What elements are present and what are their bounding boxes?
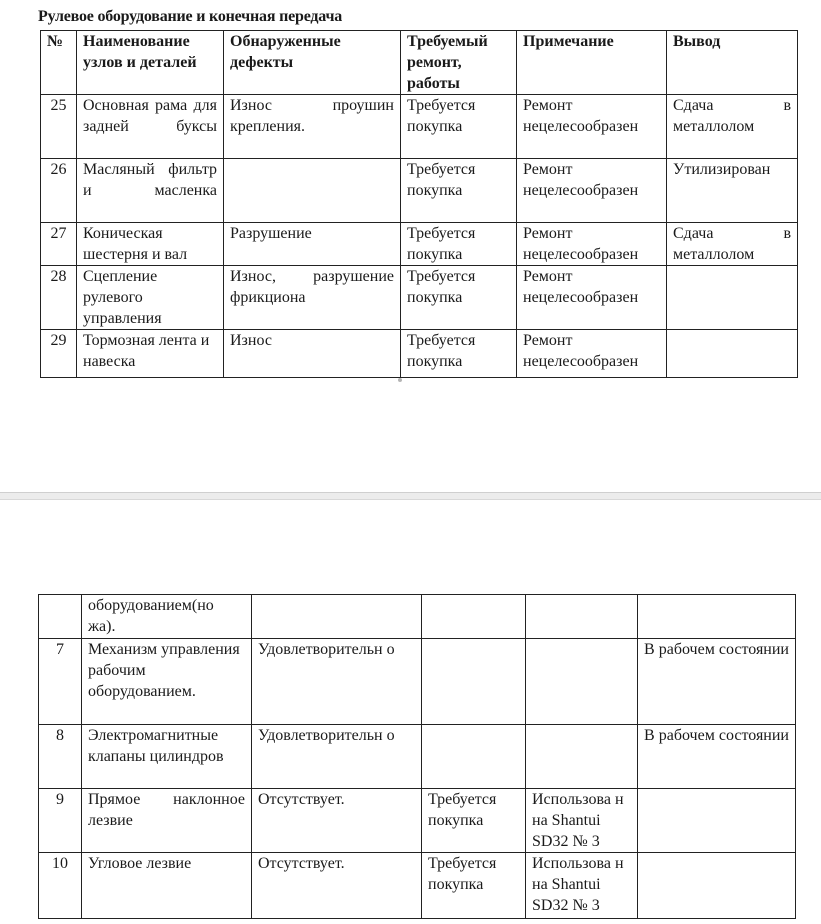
table-row — [39, 595, 796, 639]
table-row — [39, 639, 796, 725]
scan-dot — [398, 378, 402, 382]
cell-defects: Удовлетворительн о — [252, 639, 422, 725]
table-row — [39, 789, 796, 853]
cell-num: 27 — [41, 223, 77, 266]
cell-note: Ремонт нецелесообразен — [517, 266, 667, 330]
cell-note — [526, 595, 638, 639]
cell-name: Механизм управления рабочим оборудованием. — [82, 639, 252, 725]
cell-num: 8 — [39, 725, 82, 789]
cell-note — [526, 725, 638, 789]
cell-repair: Требуется покупка — [401, 159, 517, 223]
cell-defects: Отсутствует. — [252, 853, 422, 919]
table-row — [41, 159, 798, 223]
cell-result: Сдача в металлолом — [667, 95, 798, 159]
table-row — [39, 725, 796, 789]
cell-note: Использова н на Shantui SD32 № 3 — [526, 789, 638, 853]
cell-result — [667, 266, 798, 330]
cell-name: Сцепление рулевого управления — [77, 266, 224, 330]
cell-defects: Износ — [224, 330, 401, 378]
cell-repair — [422, 639, 526, 725]
header-note: Примечание — [517, 31, 667, 95]
table-row — [41, 223, 798, 266]
table-header-row — [41, 31, 798, 95]
cell-name: Масляный фильтр и масленка — [77, 159, 224, 223]
header-num: № — [41, 31, 77, 95]
cell-repair — [422, 725, 526, 789]
cell-result — [638, 595, 796, 639]
cell-repair: Требуется покупка — [401, 95, 517, 159]
cell-repair: Требуется покупка — [422, 853, 526, 919]
cell-result — [638, 853, 796, 919]
cell-note: Ремонт нецелесообразен — [517, 223, 667, 266]
cell-repair: Требуется покупка — [401, 330, 517, 378]
cell-note: Использова н на Shantui SD32 № 3 — [526, 853, 638, 919]
cell-num: 9 — [39, 789, 82, 853]
cell-repair: Требуется покупка — [401, 266, 517, 330]
cell-repair: Требуется покупка — [401, 223, 517, 266]
table-row — [39, 853, 796, 919]
cell-result — [638, 789, 796, 853]
cell-defects: Удовлетворительн о — [252, 725, 422, 789]
header-result: Вывод — [667, 31, 798, 95]
cell-num — [39, 595, 82, 639]
cell-note — [526, 639, 638, 725]
header-repair: Требуемый ремонт, работы — [401, 31, 517, 95]
cell-name: Тормозная лента и навеска — [77, 330, 224, 378]
table-row — [41, 95, 798, 159]
cell-note: Ремонт нецелесообразен — [517, 330, 667, 378]
cell-repair — [422, 595, 526, 639]
cell-result: В рабочем состоянии — [638, 639, 796, 725]
defects-table-1 — [40, 30, 798, 378]
cell-name: Основная рама для задней буксы — [77, 95, 224, 159]
section-title: Рулевое оборудование и конечная передача — [38, 8, 343, 25]
cell-defects: Износ, разрушение фрикциона — [224, 266, 401, 330]
cell-num: 26 — [41, 159, 77, 223]
cell-defects — [252, 595, 422, 639]
cell-result — [667, 330, 798, 378]
cell-note: Ремонт нецелесообразен — [517, 159, 667, 223]
cell-result: Сдача в металлолом — [667, 223, 798, 266]
cell-num: 10 — [39, 853, 82, 919]
cell-name: Коническая шестерня и вал — [77, 223, 224, 266]
cell-result: Утилизирован — [667, 159, 798, 223]
cell-repair: Требуется покупка — [422, 789, 526, 853]
header-name: Наименование узлов и деталей — [77, 31, 224, 95]
cell-num: 28 — [41, 266, 77, 330]
cell-name: оборудованием(но жа). — [82, 595, 252, 639]
cell-note: Ремонт нецелесообразен — [517, 95, 667, 159]
page-separator — [0, 492, 821, 500]
cell-num: 7 — [39, 639, 82, 725]
cell-defects: Износ проушин крепления. — [224, 95, 401, 159]
cell-name: Угловое лезвие — [82, 853, 252, 919]
defects-table-2 — [38, 594, 796, 919]
cell-num: 29 — [41, 330, 77, 378]
cell-result: В рабочем состоянии — [638, 725, 796, 789]
header-defects: Обнаруженные дефекты — [224, 31, 401, 95]
cell-name: Прямое наклонное лезвие — [82, 789, 252, 853]
table-row — [41, 330, 798, 378]
cell-defects: Отсутствует. — [252, 789, 422, 853]
cell-name: Электромагнитные клапаны цилиндров — [82, 725, 252, 789]
table-row — [41, 266, 798, 330]
cell-defects — [224, 159, 401, 223]
cell-num: 25 — [41, 95, 77, 159]
cell-defects: Разрушение — [224, 223, 401, 266]
